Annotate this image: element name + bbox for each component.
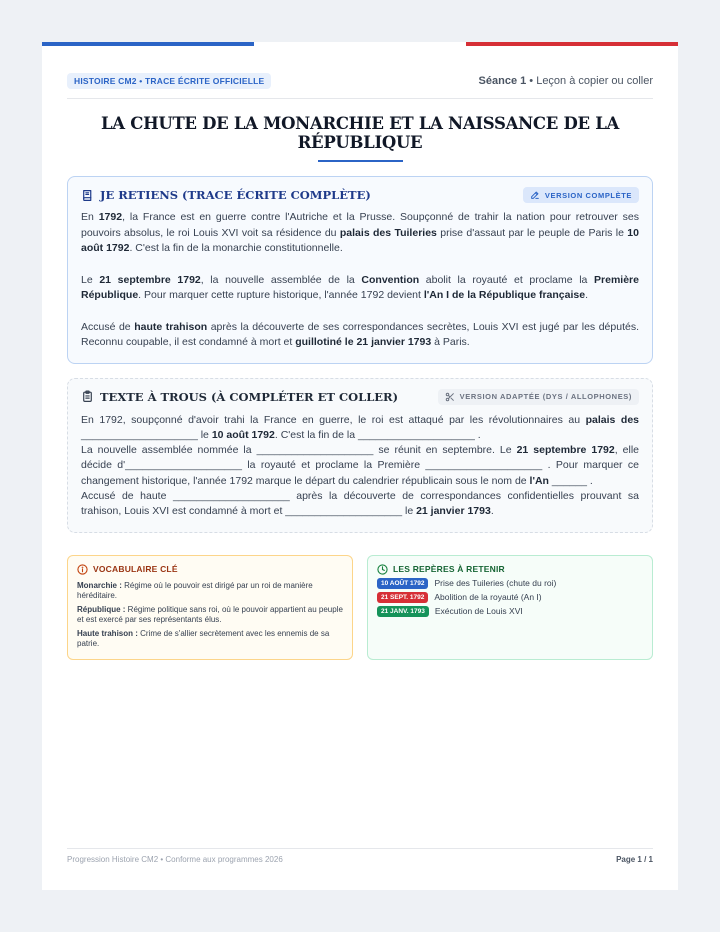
clipboard-icon: [81, 390, 94, 403]
key-date-row: [377, 578, 643, 589]
adapted-version-label: VERSION ADAPTÉE (DYS / ALLOPHONES): [459, 392, 632, 401]
retiens-paragraph-2: Le 21 septembre 1792, la nouvelle assemblée de la Convention abolit la royauté et proclame la Première République. Pour marquer cette rupture historique, l'année 1792 devient l'An I de la République française.: [81, 273, 639, 301]
fill-in-box: [67, 378, 653, 533]
pencil-icon: [530, 190, 540, 200]
retiens-paragraph-1: En 1792, la France est en guerre contre l'Autriche et la Prusse. Soupçonné de trahir la nation pour retrouver ses pouvoirs absolus, le roi Louis XVI voit sa résidence du palais des Tuileries prise d'assaut par le peuple de Paris le 10 août 1792. C'est la fin de la monarchie constitutionnelle.: [81, 211, 639, 254]
clock-icon: [377, 564, 388, 575]
retiens-title: JE RETIENS (TRACE ÉCRITE COMPLÈTE): [100, 188, 371, 202]
retiens-heading: [81, 188, 371, 202]
retiens-box: [67, 176, 653, 364]
session-description: • Leçon à copier ou coller: [526, 75, 653, 87]
subject-pill: HISTOIRE CM2 • TRACE ÉCRITE OFFICIELLE: [67, 73, 271, 89]
book-icon: [81, 189, 94, 202]
key-date-row: [377, 606, 643, 617]
vocab-item-republique: République : Régime politique sans roi, où le pouvoir appartient au peuple et est exercé par ses représentants élus.: [77, 604, 343, 624]
date-label: Exécution de Louis XVI: [434, 606, 523, 617]
page-header: [67, 73, 653, 99]
fill-in-sentence-1: En 1792, soupçonné d'avoir trahi la France en guerre, le roi est attaqué par les révolutionnaires au palais des ____________________ le 10 août 1792. C'est la fin de la ____________________ .: [81, 413, 639, 441]
vocabulary-card: [67, 555, 353, 660]
title-underline: [318, 160, 403, 162]
vocabulary-title: VOCABULAIRE CLÉ: [93, 564, 178, 575]
flag-red-stripe: [466, 42, 678, 46]
scissors-icon: [445, 392, 455, 402]
key-date-row: [377, 592, 643, 603]
flag-white-stripe: [254, 42, 466, 46]
date-label: Abolition de la royauté (An I): [434, 592, 542, 603]
fill-in-title: TEXTE À TROUS (À COMPLÉTER ET COLLER): [100, 389, 399, 404]
vocab-item-monarchie: Monarchie : Régime où le pouvoir est dirigé par un roi de manière héréditaire.: [77, 580, 313, 600]
document-page: [42, 42, 678, 890]
complete-version-label: VERSION COMPLÈTE: [544, 190, 632, 200]
fill-in-heading: [81, 390, 398, 404]
flag-blue-stripe: [42, 42, 254, 46]
fill-in-sentence-3: Accusé de haute ____________________ après la découverte de correspondances confidentielles prouvant sa trahison, Louis XVI est condamné à mort et ____________________ le 21 janvier 1793.: [81, 489, 639, 518]
date-badge: 10 AOÛT 1792: [377, 578, 428, 589]
retiens-paragraph-3: Accusé de haute trahison après la découverte de ses correspondances secrètes, Louis XVI est jugé par les députés. Reconnu coupable, il est condamné à mort et guillotiné le 21 janvier 1793 à Paris.: [81, 320, 639, 348]
complete-version-tag: [523, 187, 639, 203]
session-label: [479, 75, 653, 87]
session-number: Séance 1: [478, 75, 527, 87]
adapted-version-tag: [438, 389, 639, 405]
date-badge: 21 SEPT. 1792: [377, 592, 428, 603]
tricolor-flag-bar: [42, 42, 678, 46]
key-dates-card: [367, 555, 653, 660]
key-dates-title: LES REPÈRES À RETENIR: [393, 564, 505, 575]
page-title: LA CHUTE DE LA MONARCHIE ET LA NAISSANCE DE LA RÉPUBLIQUE: [100, 114, 620, 152]
key-dates-heading: [377, 564, 643, 575]
date-label: Prise des Tuileries (chute du roi): [434, 578, 557, 589]
fill-in-sentence-2: La nouvelle assemblée nommée la ____________________ se réunit en septembre. Le 21 septembre 1792, elle décide d'____________________ la royauté et proclame la Première ____________________ . Pour marquer ce changement historique, l'année 1792 marque le départ du calendrier républicain sous le nom de l'An ______ .: [81, 444, 639, 487]
page-footer: [67, 848, 653, 864]
date-badge: 21 JANV. 1793: [377, 606, 429, 617]
vocab-item-haute-trahison: Haute trahison : Crime de s'allier secrètement avec les ennemis de sa patrie.: [77, 628, 330, 648]
page-number: Page 1 / 1: [616, 855, 653, 864]
footer-program-label: Progression Histoire CM2 • Conforme aux programmes 2026: [67, 855, 283, 864]
vocabulary-heading: [77, 564, 343, 575]
info-icon: [77, 564, 88, 575]
